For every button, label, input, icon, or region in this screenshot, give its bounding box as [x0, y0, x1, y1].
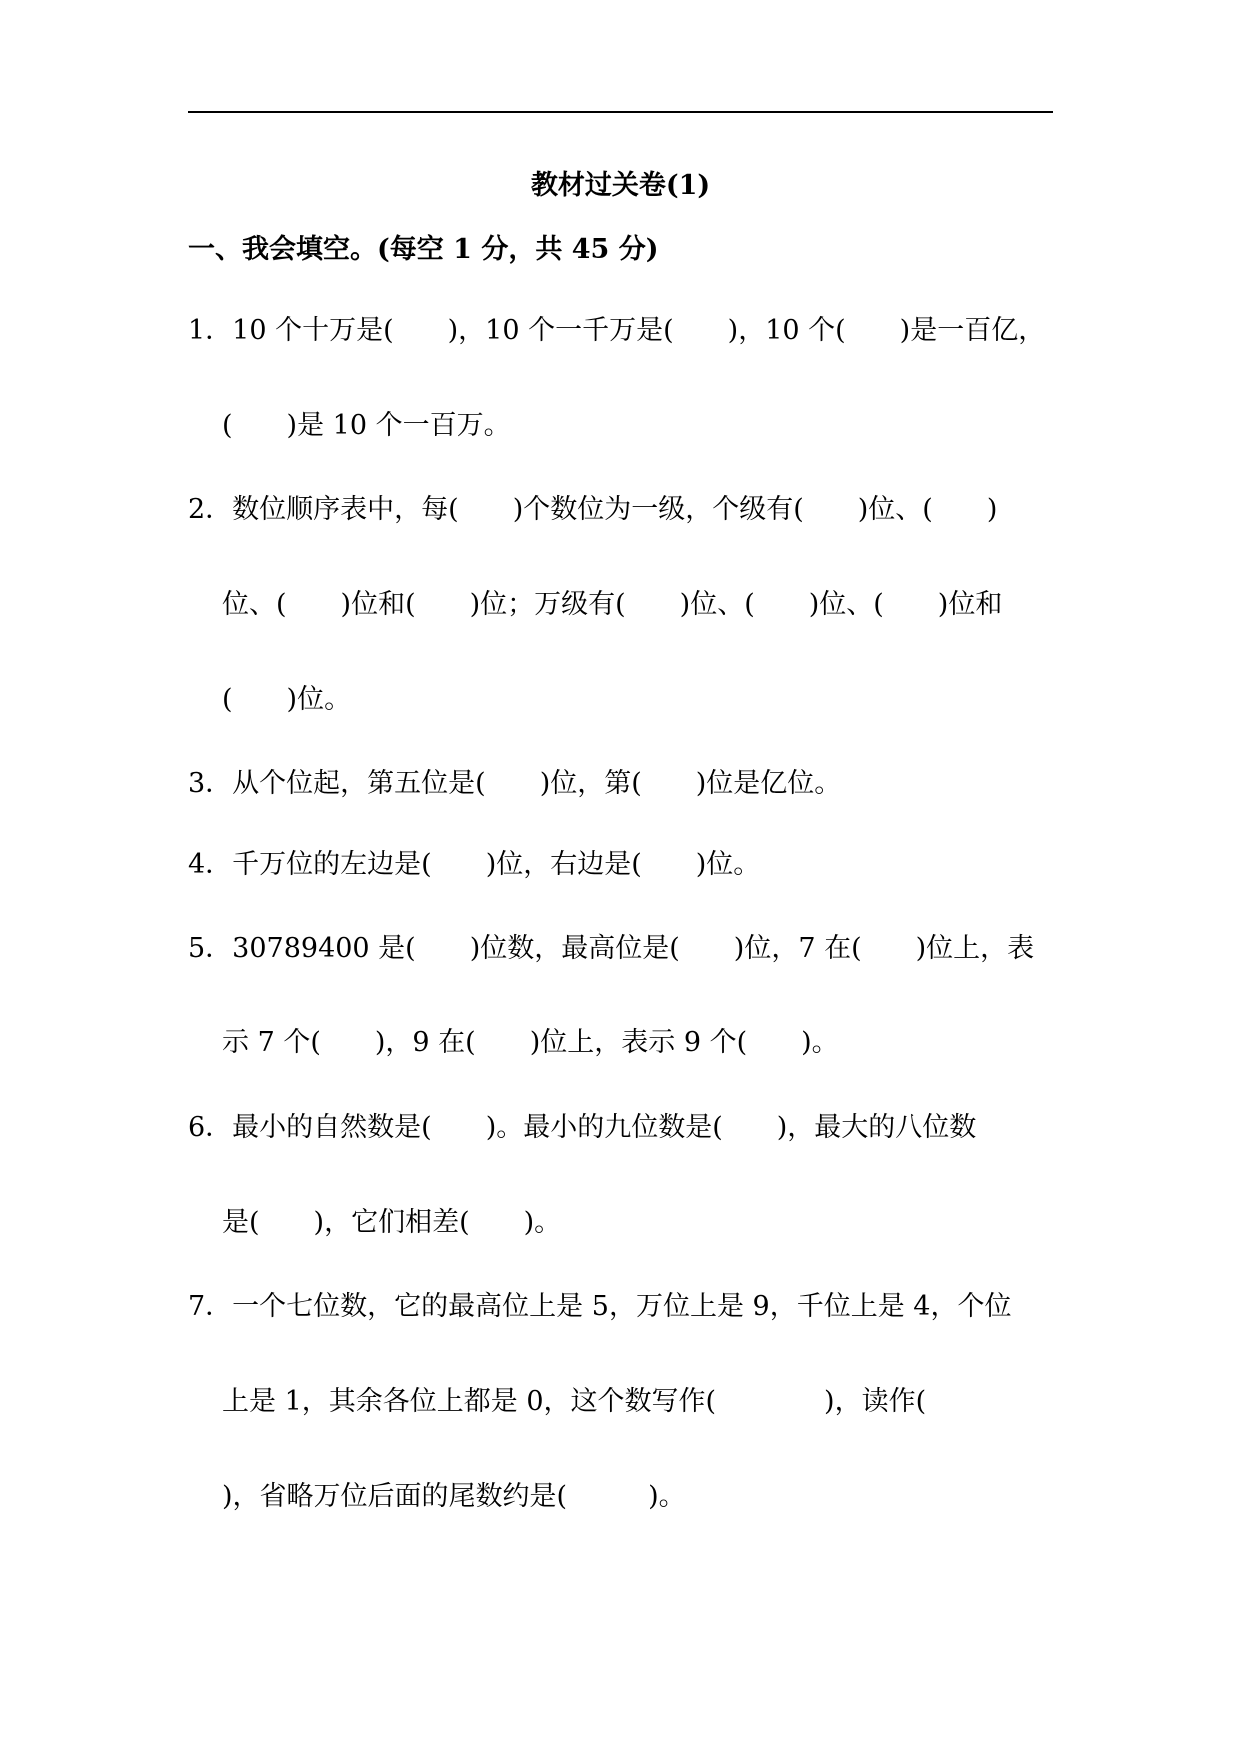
question-7-line-2: 上是 1，其余各位上都是 0，这个数写作( )，读作(: [222, 1386, 927, 1417]
question-5-line-1: 5．30789400 是( )位数，最高位是( )位，7 在( )位上，表: [188, 933, 1035, 964]
section-heading: 一、我会填空。(每空 1 分，共 45 分): [188, 234, 659, 265]
question-1-line-2: ( )是 10 个一百万。: [222, 410, 511, 441]
question-7-line-1: 7．一个七位数，它的最高位上是 5，万位上是 9，千位上是 4，个位: [188, 1291, 1012, 1322]
question-2-line-3: ( )位。: [222, 684, 352, 715]
question-1-line-1: 1．10 个十万是( )，10 个一千万是( )，10 个( )是一百亿，: [188, 315, 1046, 346]
question-6-line-1: 6．最小的自然数是( )。最小的九位数是( )，最大的八位数: [188, 1112, 977, 1143]
header-rule: [188, 111, 1053, 113]
question-3-line-1: 3．从个位起，第五位是( )位，第( )位是亿位。: [188, 768, 842, 799]
question-7-line-3: )，省略万位后面的尾数约是( )。: [222, 1481, 686, 1512]
page-title: 教材过关卷(1): [530, 170, 711, 201]
question-6-line-2: 是( )，它们相差( )。: [222, 1207, 562, 1238]
question-5-line-2: 示 7 个( )，9 在( )位上，表示 9 个( )。: [222, 1027, 839, 1058]
question-4-line-1: 4．千万位的左边是( )位，右边是( )位。: [188, 849, 761, 880]
question-2-line-1: 2．数位顺序表中，每( )个数位为一级，个级有( )位、( ): [188, 494, 998, 525]
question-2-line-2: 位、( )位和( )位；万级有( )位、( )位、( )位和: [222, 589, 1003, 620]
